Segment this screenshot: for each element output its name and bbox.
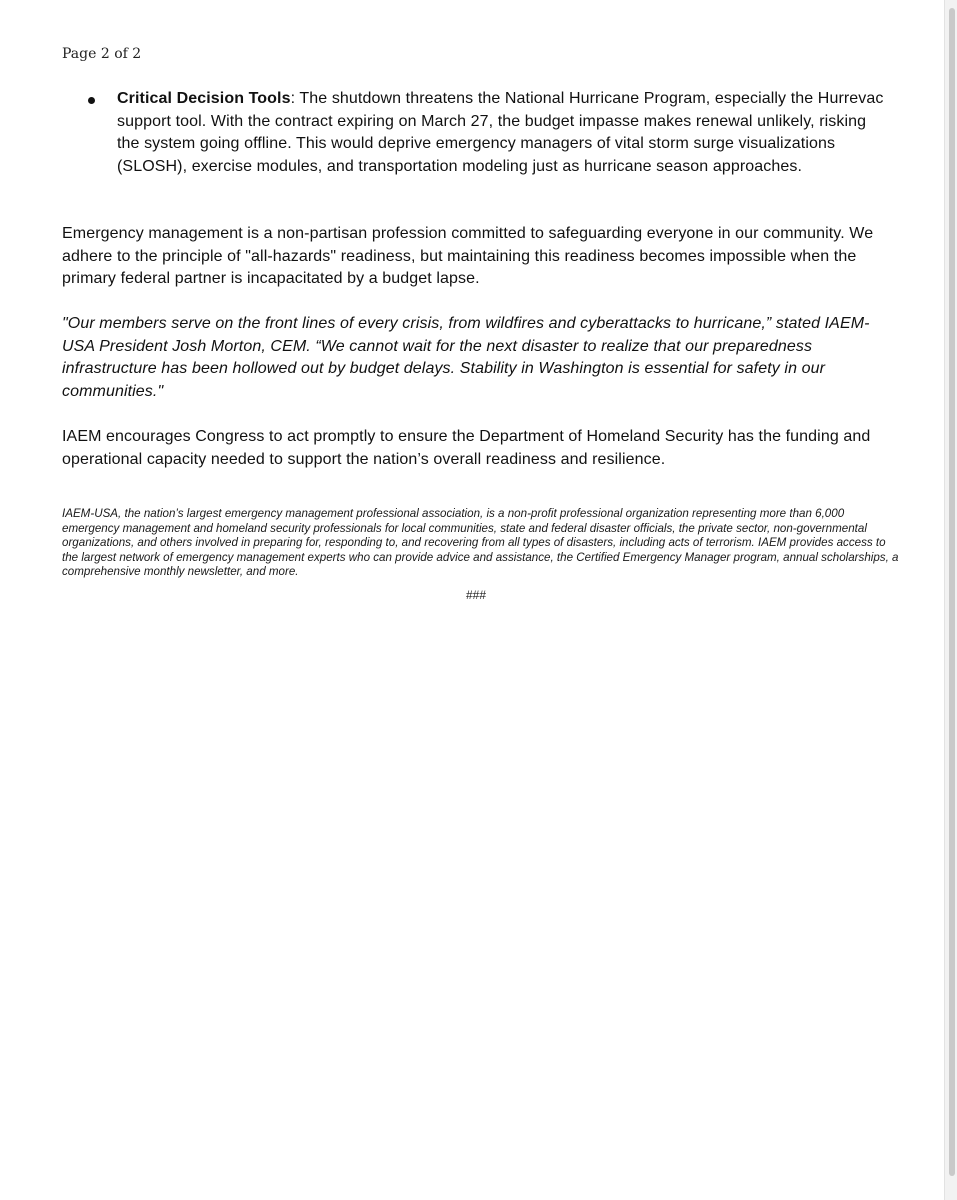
scrollbar-thumb[interactable] (949, 8, 955, 1176)
bullet-text (117, 88, 888, 178)
vertical-scrollbar[interactable] (944, 0, 957, 1200)
organization-boilerplate: IAEM-USA, the nation’s largest emergency management professional association, is a non-profit professional organization representing more than 6,000 emergency management and homeland security professionals for local communities, state and federal disaster officials, the private sector, non-governmental organizations, and others involved in preparing for, responding to, and recovering from all types of disasters, including acts of terrorism. IAEM provides access to the largest network of emergency management experts who can provide advice and assistance, the Certified Emergency Manager program, annual scholarships, a comprehensive monthly newsletter, and more. (62, 507, 899, 579)
paragraph-call-to-congress: IAEM encourages Congress to act promptly to ensure the Department of Homeland Security has the funding and operational capacity needed to support the nation’s overall readiness and resilience. (62, 428, 871, 468)
page-number: Page 2 of 2 (62, 46, 142, 62)
bullet-lead: Critical Decision Tools (117, 90, 291, 107)
paragraph-nonpartisan: Emergency management is a non-partisan profession committed to safeguarding everyone in our community. We adhere to the principle of "all-hazards" readiness, but maintaining this readiness becomes impossible when the primary federal partner is incapacitated by a budget lapse. (62, 225, 874, 287)
bullet-body: : The shutdown threatens the National Hurricane Program, especially the Hurrevac support tool. With the contract expiring on March 27, the budget impasse makes renewal unlikely, risking the system going offline. This would deprive emergency managers of vital storm surge visualizations (SLOSH), exercise modules, and transportation modeling just as hurricane season approaches. (117, 90, 884, 175)
paragraph-president-quote: "Our members serve on the front lines of every crisis, from wildfires and cyberattacks to hurricane,” stated IAEM-USA President Josh Morton, CEM. “We cannot wait for the next disaster to realize that our preparedness infrastructure has been hollowed out by budget delays. Stability in Washington is essential for safety in our communities." (62, 315, 870, 400)
bullet-dot-icon (88, 97, 95, 104)
end-of-release-mark: ### (466, 588, 487, 602)
bullet-item-critical-decision-tools (88, 88, 888, 178)
